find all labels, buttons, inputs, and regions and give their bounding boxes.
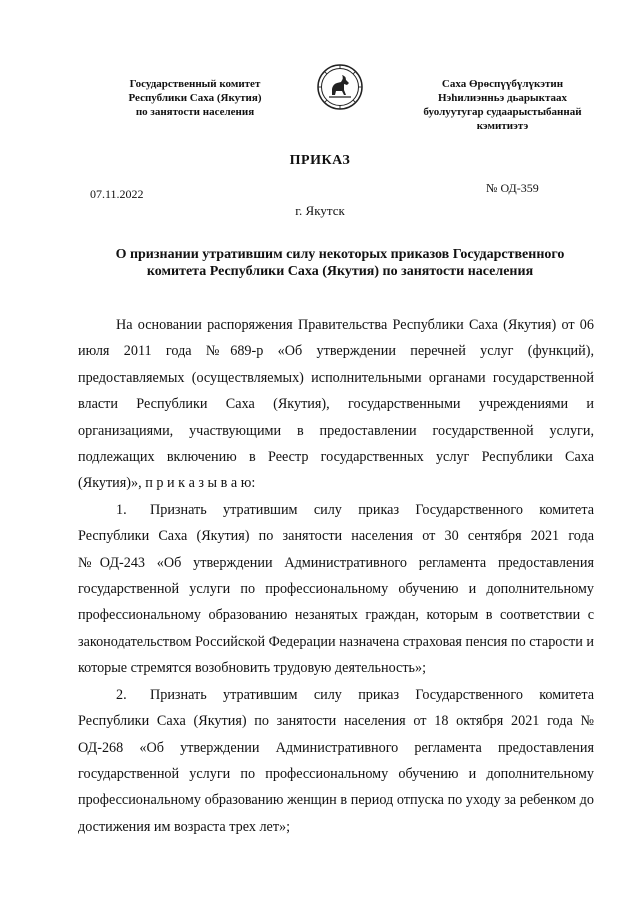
item-text: Признать утратившим силу приказ Государственного комитета Республики Саха (Якутия) по занятости населения от 30 сентября 2021 года №ОД-243 «Об утверждении Административного регламента предоставления государственной услуги по профессиональному обучению и дополнительному профессиональному образованию незанятых граждан, которым в соответствии с законодательством Российской Федерации назначена страховая пенсия по старости и которые стремятся возобновить трудовую деятельность»; [78, 501, 594, 677]
header-right-line: Нэһилиэнньэ дьарыктаах [438, 92, 567, 104]
document-number: № ОД-359 [486, 181, 539, 195]
header-right-line: кэмитиэтэ [476, 120, 529, 132]
header-right [395, 77, 610, 133]
order-item [78, 682, 594, 840]
document-title: ПРИКАЗ [289, 153, 351, 168]
item-number: 2. [116, 686, 127, 703]
header-right-line: буолуутугар судаарыстыбаннай [423, 106, 582, 118]
header-left-line: по занятости населения [135, 106, 255, 118]
item-number: 1. [116, 501, 127, 518]
coat-of-arms-icon [317, 64, 363, 110]
header-right-line: Саха Өрөспүүбүлүкэтин [441, 78, 564, 90]
item-text: Признать утратившим силу приказ Государственного комитета Республики Саха (Якутия) по занятости населения от 18 октября 2021 года № ОД-268 «Об утверждении Административного регламента предоставления государственной услуги по профессиональному обучению и дополнительному профессиональному образованию женщин в период отпуска по уходу за ребенком до достижения им возраста трех лет»; [78, 686, 594, 835]
document-city: г. Якутск [295, 203, 345, 218]
order-item [78, 497, 594, 682]
document-body [78, 312, 594, 840]
document-subject: О признании утратившим силу некоторых приказов Государственного комитета Республики Саха (Якутия) по занятости населения [115, 247, 565, 279]
header-left [100, 77, 290, 119]
document-date: 07.11.2022 [90, 187, 144, 201]
header-left-line: Республики Саха (Якутия) [128, 92, 262, 104]
preamble-paragraph: На основании распоряжения Правительства Республики Саха (Якутия) от 06 июля 2011 года №689-р «Об утверждении перечней услуг (функций), предоставляемых (осуществляемых) исполнительными органами государственной власти Республики Саха (Якутия), государственными учреждениями и организациями, участвующими в предоставлении государственной услуги, подлежащих включению в Реестр государственных услуг Республики Саха (Якутия)», п р и к а з ы в а ю: [78, 317, 594, 492]
header-left-line: Государственный комитет [129, 78, 261, 90]
